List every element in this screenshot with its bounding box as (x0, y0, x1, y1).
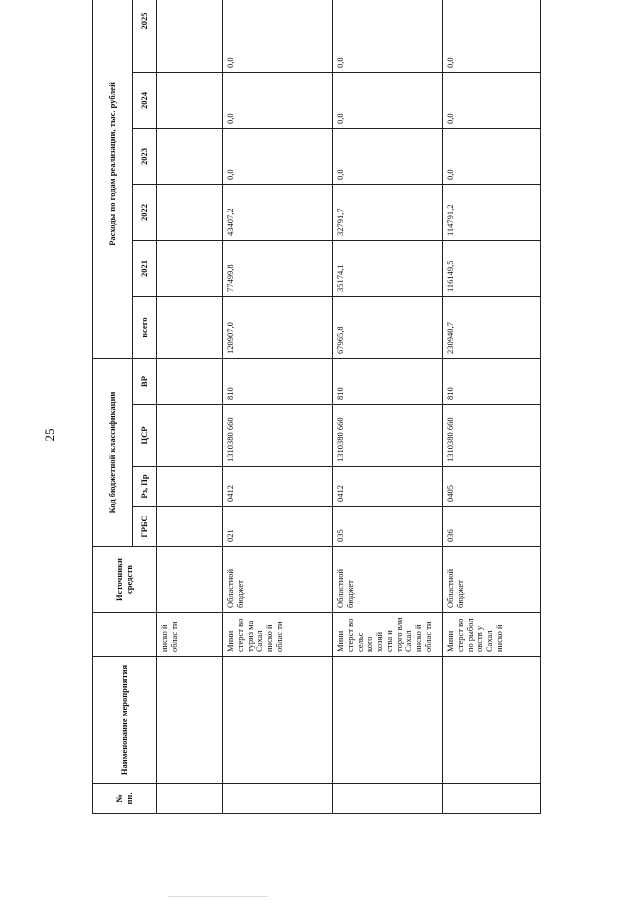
header-year-2022: 2022 (133, 185, 157, 241)
cell-name (157, 657, 223, 784)
cell-no (443, 784, 541, 814)
page-number: 25 (42, 428, 57, 442)
table-row (157, 0, 223, 814)
cell-source (157, 547, 223, 613)
cell-2024: 0,0 (223, 73, 333, 129)
header-executor-blank (93, 613, 157, 657)
cell-2024 (157, 73, 223, 129)
header-name: Наименование мероприятия (93, 657, 157, 784)
cell-2022: 114791,2 (443, 185, 541, 241)
cell-2023: 0,0 (443, 129, 541, 185)
cell-source: Областной бюджет (333, 547, 443, 613)
header-rzpr: Рз, Пр (133, 467, 157, 507)
header-year-2024: 2024 (133, 73, 157, 129)
table-row (223, 0, 333, 814)
table-rotator (92, 12, 586, 814)
cell-source: Областной бюджет (443, 547, 541, 613)
cell-no (333, 784, 443, 814)
header-kbk: Код бюджетной классификации (93, 359, 133, 547)
cell-2021: 77499,8 (223, 241, 333, 297)
cell-2023: 0,0 (223, 129, 333, 185)
cell-grbs: 036 (443, 507, 541, 547)
cell-vr (157, 359, 223, 405)
cell-vr: 810 (223, 359, 333, 405)
header-source: Источники средств (93, 547, 157, 613)
cell-csr: 1310380 660 (443, 405, 541, 467)
cell-source: Областной бюджет (223, 547, 333, 613)
cell-executor: Мини стерст во по рыбол овств у Сахал инско й (443, 613, 541, 657)
cell-2022: 43407,2 (223, 185, 333, 241)
header-year-2023: 2023 (133, 129, 157, 185)
cell-grbs: 035 (333, 507, 443, 547)
cell-2024: 0,0 (443, 73, 541, 129)
cell-name (443, 657, 541, 784)
cell-executor: Мини стерст во сельс кого хозяй ства и торго вли Сахал инско й облас ти (333, 613, 443, 657)
cell-name (333, 657, 443, 784)
cell-total: 67965,8 (333, 297, 443, 359)
header-vr: ВР (133, 359, 157, 405)
cell-2022: 32791,7 (333, 185, 443, 241)
header-expenses: Расходы по годам реализации, тыс. рублей (93, 0, 133, 359)
header-no: № пп. (93, 784, 157, 814)
cell-name (223, 657, 333, 784)
header-csr: ЦСР (133, 405, 157, 467)
cell-2021: 116149,5 (443, 241, 541, 297)
cell-2025: 0,0 (333, 0, 443, 73)
scan-artifact-line (168, 896, 268, 897)
cell-executor: инско й облас ти (157, 613, 223, 657)
cell-2021 (157, 241, 223, 297)
cell-2025: 0,0 (223, 0, 333, 73)
cell-2023 (157, 129, 223, 185)
cell-total: 120907,0 (223, 297, 333, 359)
cell-total (157, 297, 223, 359)
cell-grbs: 021 (223, 507, 333, 547)
cell-2024: 0,0 (333, 73, 443, 129)
cell-rzpr: 0412 (223, 467, 333, 507)
cell-2025 (157, 0, 223, 73)
cell-2022 (157, 185, 223, 241)
cell-total: 230940,7 (443, 297, 541, 359)
cell-rzpr: 0412 (333, 467, 443, 507)
cell-grbs (157, 507, 223, 547)
cell-vr: 810 (443, 359, 541, 405)
rotated-table-container (92, 12, 586, 814)
header-total: всего (133, 297, 157, 359)
header-grbs: ГРБС (133, 507, 157, 547)
cell-rzpr (157, 467, 223, 507)
cell-2021: 35174,1 (333, 241, 443, 297)
cell-no (223, 784, 333, 814)
cell-2023: 0,0 (333, 129, 443, 185)
cell-2025: 0,0 (443, 0, 541, 73)
cell-csr: 1310380 660 (223, 405, 333, 467)
table-row (443, 0, 541, 814)
header-year-2021: 2021 (133, 241, 157, 297)
header-year-2025: 2025 (133, 0, 157, 73)
cell-executor: Мини стерст во туриз ма Сахал инско й облас ти (223, 613, 333, 657)
cell-vr: 810 (333, 359, 443, 405)
budget-table (92, 0, 541, 814)
table-row (333, 0, 443, 814)
cell-csr: 1310380 660 (333, 405, 443, 467)
cell-no (157, 784, 223, 814)
cell-rzpr: 0405 (443, 467, 541, 507)
cell-csr (157, 405, 223, 467)
